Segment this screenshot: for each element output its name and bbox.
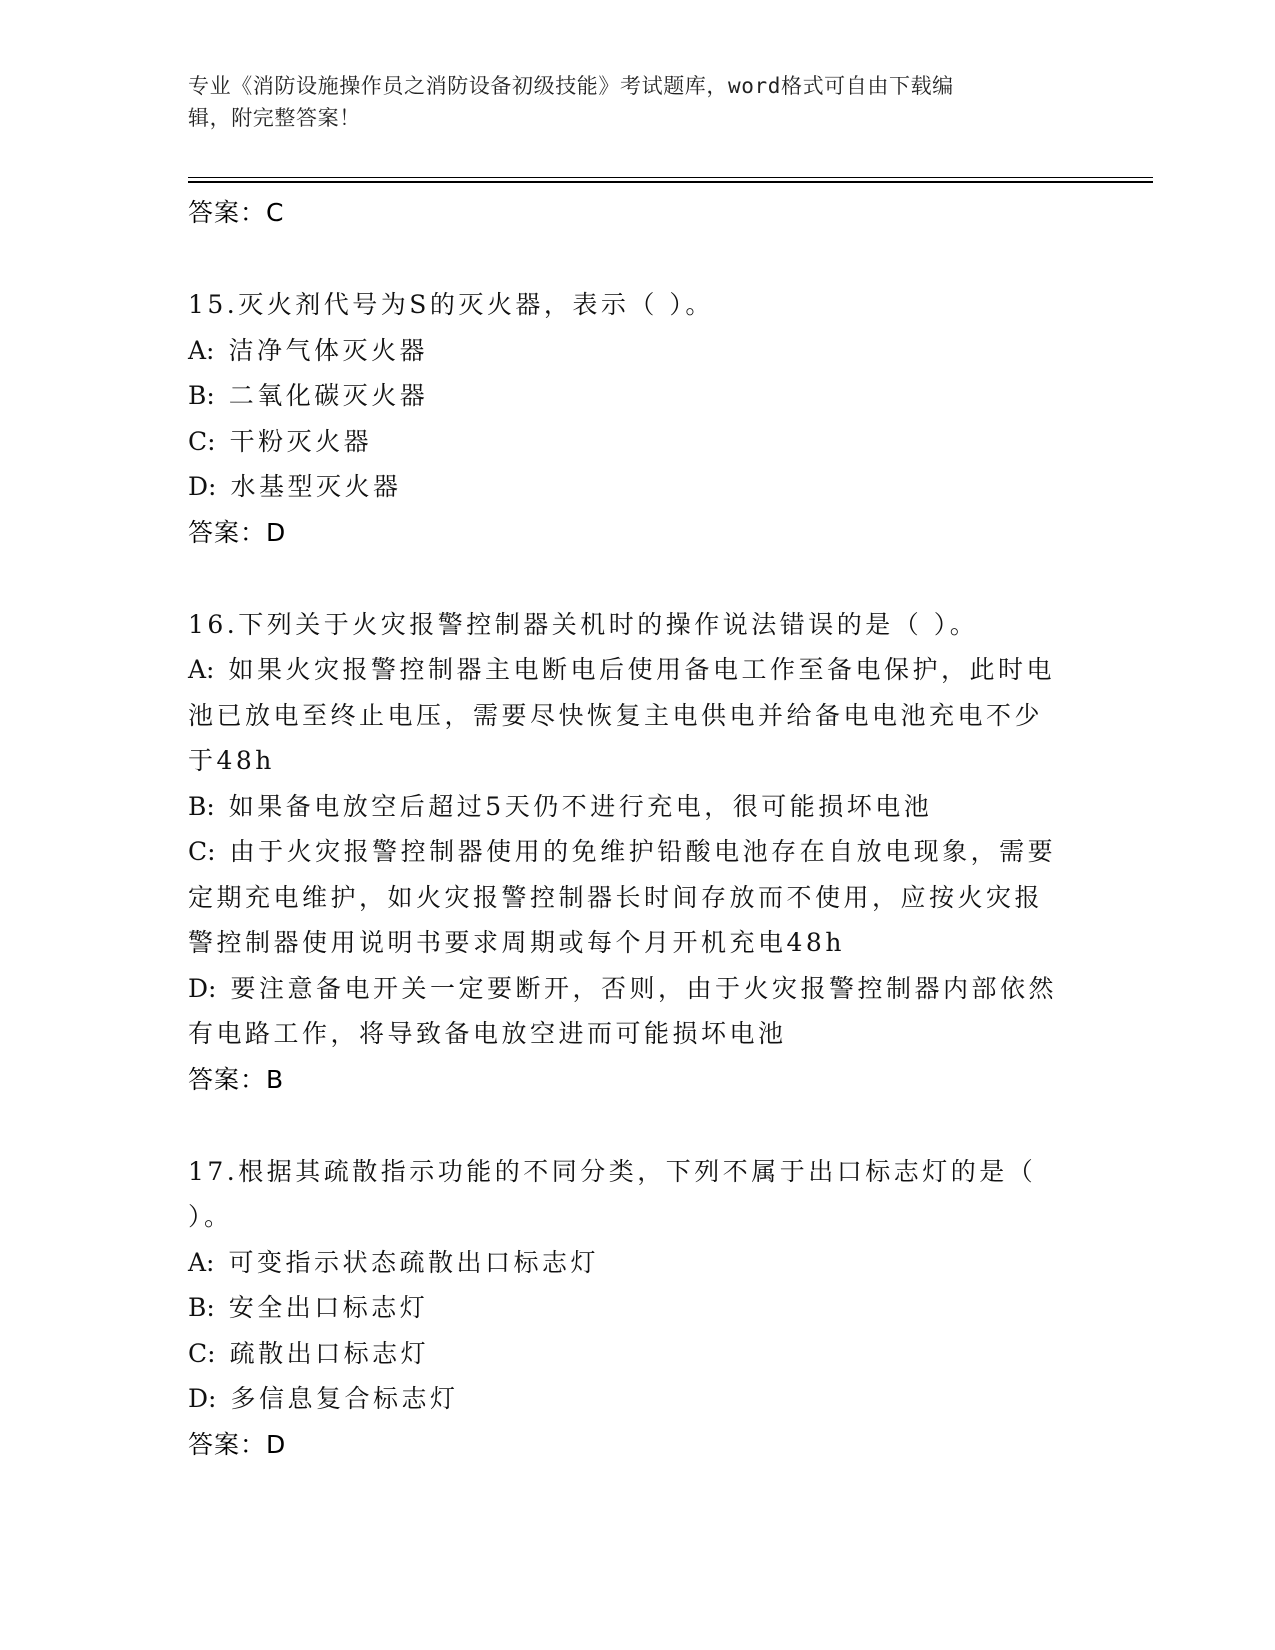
answer-line: 答案：B <box>188 1064 285 1094</box>
answer-line: 答案：D <box>188 517 287 547</box>
option-letter: D: <box>188 472 217 501</box>
option-d <box>188 464 1088 510</box>
option-text: 要注意备电开关一定要断开，否则，由于火灾报警控制器内部依然 <box>230 973 1057 1003</box>
header-line-2: 辑，附完整答案！ <box>188 106 361 130</box>
option-b <box>188 784 1088 830</box>
option-text: 干粉灭火器 <box>229 426 373 456</box>
option-letter: C: <box>188 1338 216 1368</box>
option-a <box>188 1240 1088 1286</box>
option-letter: B: <box>188 791 215 821</box>
option-text: 洁净气体灭火器 <box>228 335 428 365</box>
option-b <box>188 1285 1088 1331</box>
option-letter: A: <box>188 335 215 365</box>
option-a <box>188 328 1088 374</box>
option-letter: D: <box>188 1384 217 1413</box>
question-stem: 16.下列关于火灾报警控制器关机时的操作说法错误的是（ ）。 <box>188 609 979 639</box>
option-d-continued: 有电路工作，将导致备电放空进而可能损坏电池 <box>188 1019 787 1048</box>
question-list <box>188 190 1088 1467</box>
question-15 <box>188 282 1088 555</box>
option-a-continued: 池已放电至终止电压，需要尽快恢复主电供电并给备电电池充电不少 <box>188 700 1044 730</box>
header-divider-thick <box>188 181 1153 183</box>
option-c <box>188 829 1088 875</box>
option-text: 如果备电放空后超过5天仍不进行充电，很可能损坏电池 <box>228 791 933 821</box>
question-stem-continued: ）。 <box>188 1202 233 1231</box>
option-text: 可变指示状态疏散出口标志灯 <box>228 1247 599 1277</box>
question-17 <box>188 1149 1088 1467</box>
document-header <box>188 70 1088 134</box>
option-letter: C: <box>188 837 216 866</box>
option-text: 安全出口标志灯 <box>228 1293 429 1322</box>
option-text: 由于火灾报警控制器使用的免维护铅酸电池存在自放电现象，需要 <box>229 837 1057 866</box>
option-c-continued: 警控制器使用说明书要求周期或每个月开机充电48h <box>188 928 845 957</box>
option-c <box>188 419 1088 465</box>
answer-line: 答案：D <box>188 1429 287 1459</box>
option-letter: A: <box>188 1247 215 1277</box>
option-letter: B: <box>188 381 215 410</box>
option-text: 水基型灭火器 <box>230 472 402 501</box>
option-letter: C: <box>188 426 216 456</box>
option-text: 如果火灾报警控制器主电断电后使用备电工作至备电保护，此时电 <box>228 655 1055 684</box>
option-text: 多信息复合标志灯 <box>230 1384 459 1413</box>
option-text: 二氧化碳灭火器 <box>228 381 429 410</box>
question-16 <box>188 602 1088 1102</box>
option-c <box>188 1331 1088 1377</box>
option-text: 疏散出口标志灯 <box>229 1338 430 1368</box>
header-line-1: 专业《消防设施操作员之消防设备初级技能》考试题库，word格式可自由下载编 <box>188 74 954 98</box>
option-letter: B: <box>188 1293 215 1322</box>
question-stem: 15.灭火剂代号为S的灭火器，表示（ ）。 <box>188 290 714 319</box>
option-letter: D: <box>188 973 217 1003</box>
option-letter: A: <box>188 655 215 684</box>
question-stem: 17.根据其疏散指示功能的不同分类，下列不属于出口标志灯的是（ <box>188 1156 1037 1186</box>
option-c-continued: 定期充电维护，如火灾报警控制器长时间存放而不使用，应按火灾报 <box>188 882 1044 912</box>
option-a-continued: 于48h <box>188 746 275 775</box>
answer-line: 答案：C <box>188 198 285 227</box>
header-divider <box>188 177 1153 178</box>
option-d <box>188 1376 1088 1422</box>
option-b <box>188 373 1088 419</box>
option-a <box>188 647 1088 693</box>
option-d <box>188 966 1088 1012</box>
